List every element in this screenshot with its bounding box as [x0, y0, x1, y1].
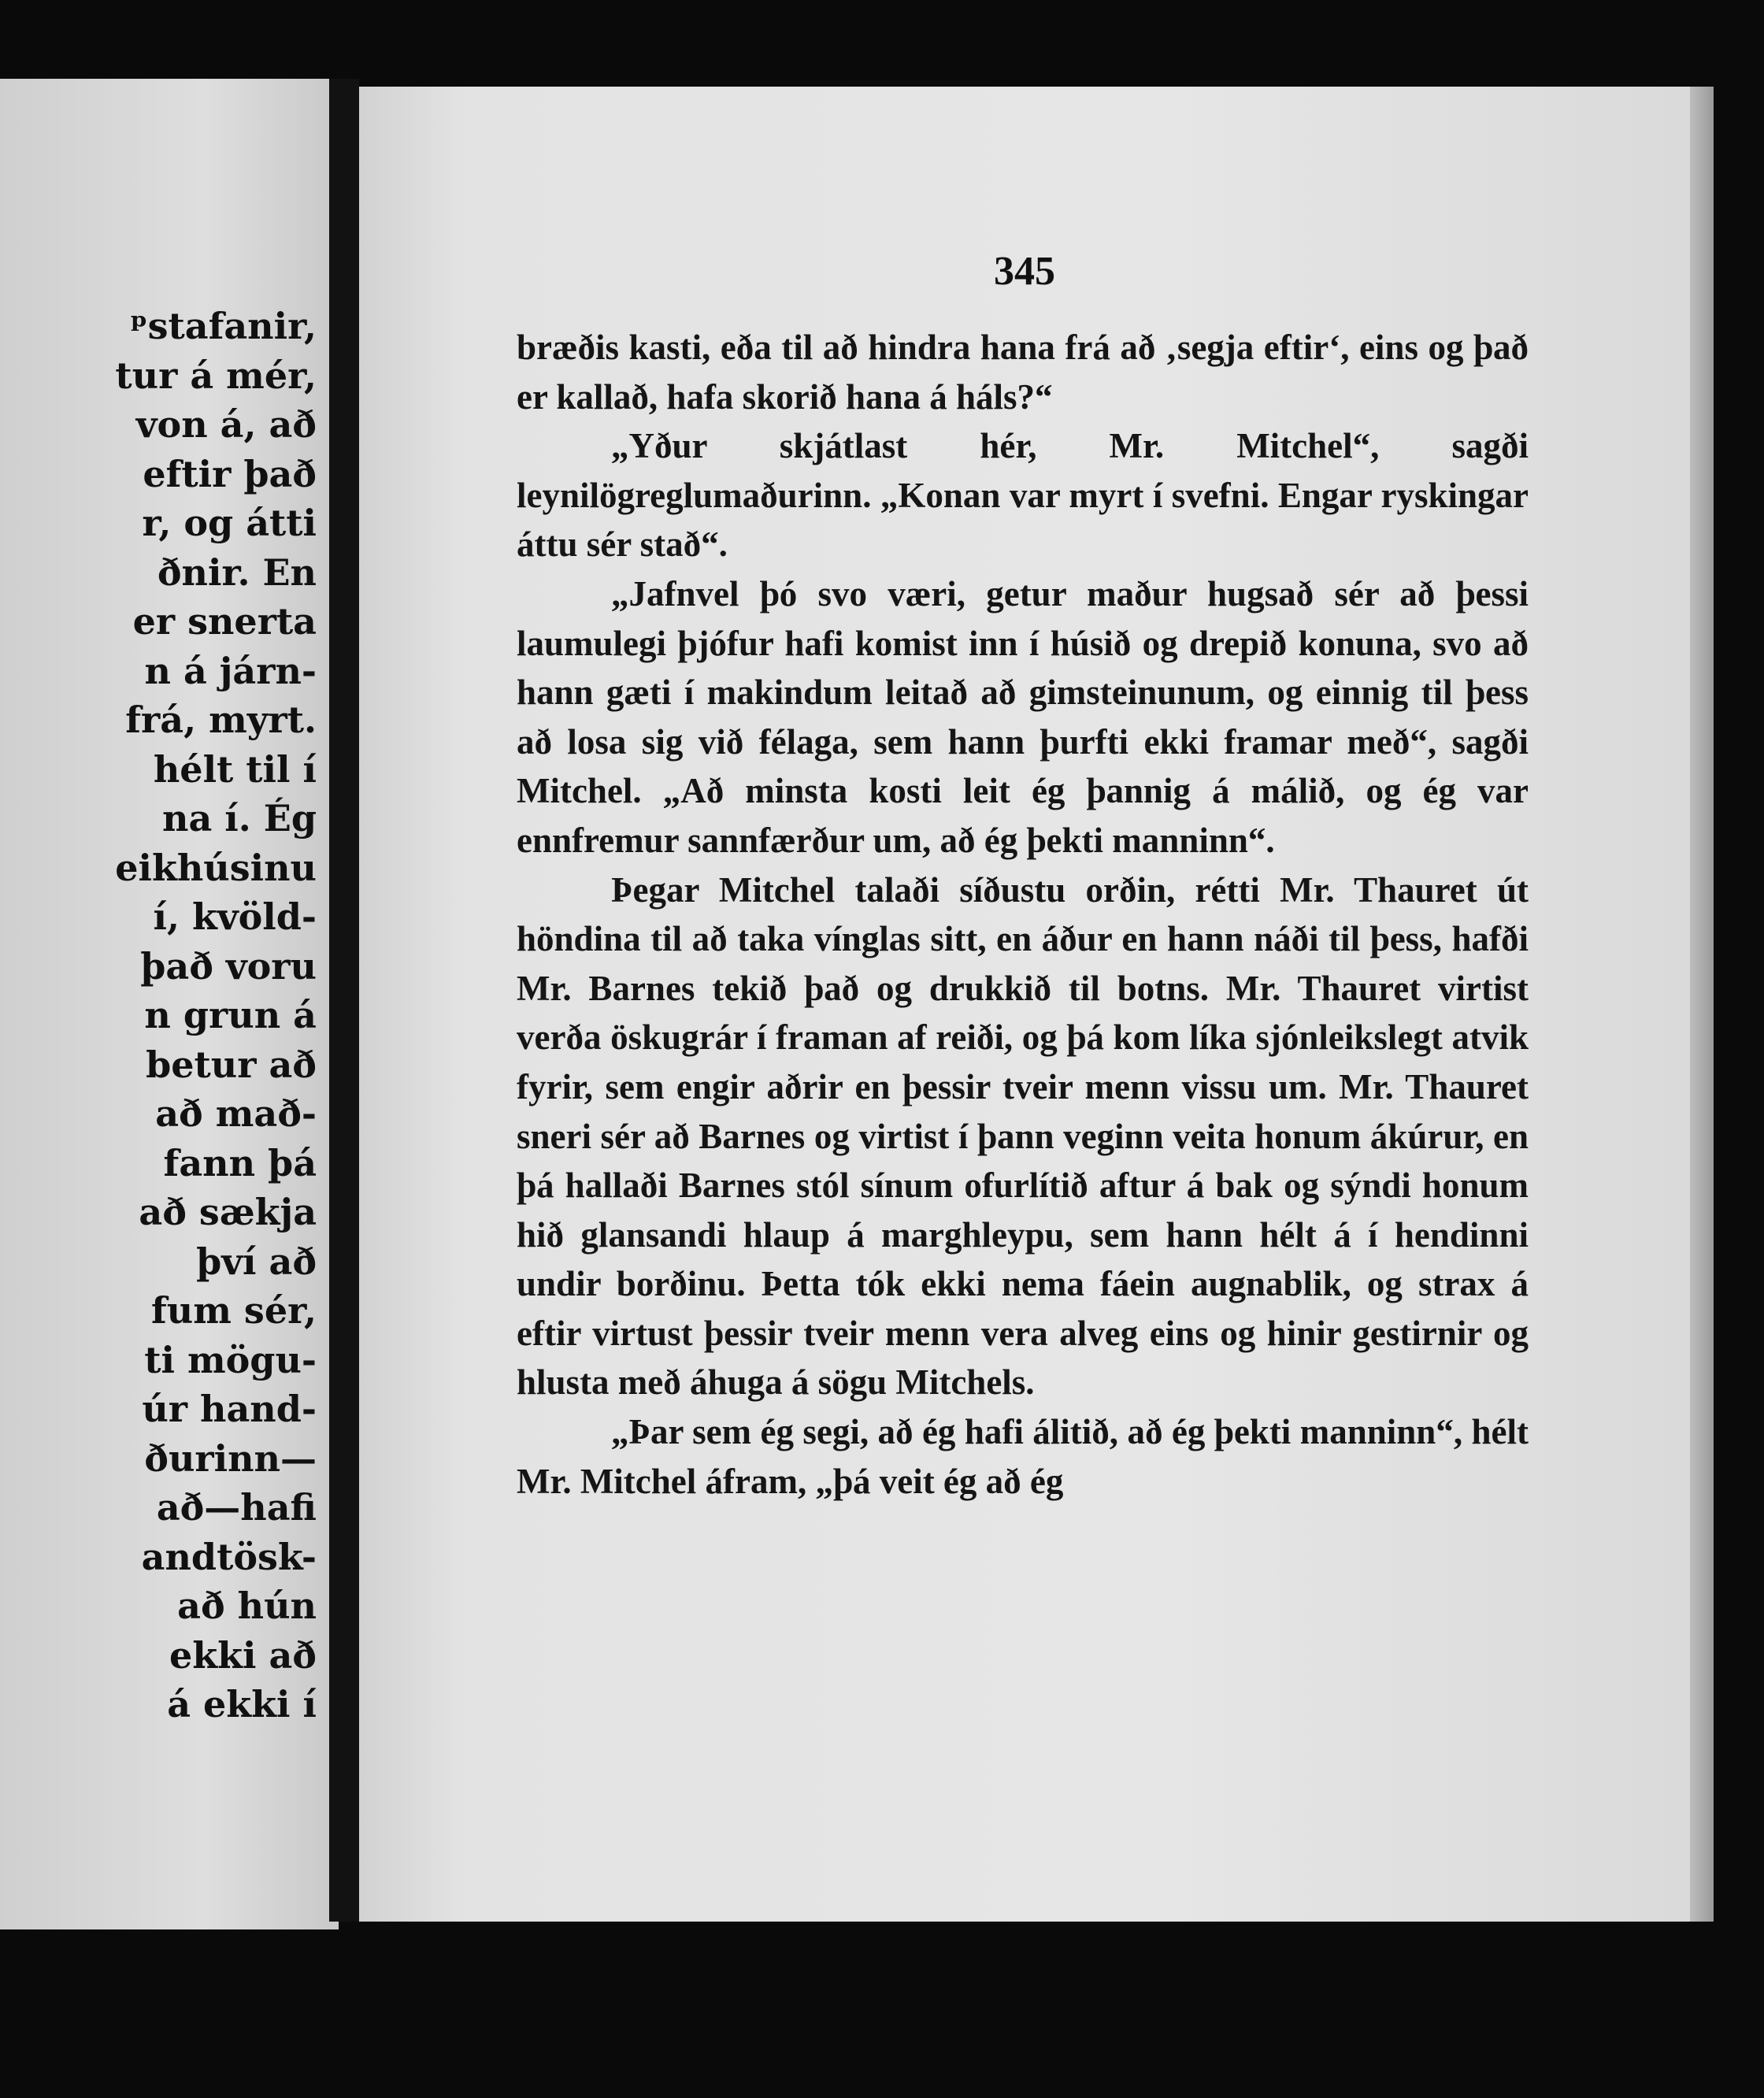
left-page-line: na í. Ég [162, 797, 317, 840]
left-page-line: ekki að [169, 1633, 317, 1677]
left-page-line: er snerta [132, 600, 317, 643]
left-page-line: ðurinn— [144, 1436, 317, 1480]
left-page-line: að sækja [139, 1191, 317, 1233]
page-body-text [517, 323, 1529, 1506]
left-page-line: fann þá [163, 1141, 317, 1184]
left-page-line: í, kvöld- [153, 895, 317, 938]
left-page-line: að—hafi [156, 1486, 317, 1529]
left-page-line: úr hand- [142, 1388, 317, 1430]
book-gutter [329, 79, 359, 1922]
left-page-line: ðnir. En [157, 550, 317, 594]
paragraph: „Þar sem ég segi, að ég hafi álitið, að ég þekti manninn“, hélt Mr. Mitchel áfram, „þá veit ég að ég [517, 1412, 1529, 1501]
page-number: 345 [994, 249, 1055, 294]
left-page-line: betur að [146, 1043, 317, 1086]
left-page-line: frá, myrt. [125, 699, 317, 741]
left-page-line: það voru [140, 944, 317, 988]
left-page-line: andtösk- [141, 1535, 317, 1578]
left-page-line: hélt til í [153, 747, 317, 791]
left-page-line: eikhúsinu [115, 846, 317, 889]
left-page-line: á ekki í [167, 1683, 317, 1725]
page-edge [1690, 87, 1714, 1922]
left-page-line: eftir það [143, 452, 317, 495]
left-page-line: ti mögu- [144, 1338, 317, 1381]
left-page-line: r, og átti [142, 502, 317, 544]
left-page-text [0, 302, 317, 1729]
left-page-line: því að [196, 1240, 317, 1283]
paragraph: Þegar Mitchel talaði síðustu orðin, rétti Mr. Thauret út höndina til að taka vínglas sitt, en áður en hann náði til þess, hafði Mr. Barnes tekið það og drukkið til botns. Mr. Thauret virtist verða öskugrár í framan af reiði, og þá kom líka sjónleikslegt atvik fyrir, sem engir aðrir en þessir tveir menn vissu um. Mr. Thauret sneri sér að Barnes og virtist í þann veginn veita honum ákúrur, en þá hallaði Barnes stól sínum ofurlítið aftur á bak og sýndi honum hið glansandi hlaup á marghleypu, sem hann hélt á í hendinni undir borðinu. Þetta tók ekki nema fáein augnablik, og strax á eftir virtust þessir tveir menn vera alveg eins og hinir gestirnir og hlusta með áhuga á sögu Mitchels. [517, 869, 1529, 1403]
left-page-line: ᵖstafanir, [129, 305, 317, 347]
paragraph: „Jafnvel þó svo væri, getur maður hugsað sér að þessi laumulegi þjófur hafi komist inn í húsið og drepið konuna, svo að hann gæti í makindum leitað að gimsteinunum, og einnig til þess að losa sig við félaga, sem hann þurfti ekki framar með“, sagði Mitchel. „Að minsta kosti leit ég þannig á málið, og ég var ennfremur sannfærður um, að ég þekti manninn“. [517, 573, 1529, 860]
left-page-line: von á, að [135, 403, 317, 446]
left-page-line: að hún [177, 1585, 317, 1627]
left-page [0, 79, 339, 1929]
left-page-line: að mað- [155, 1092, 317, 1135]
left-page-line: n á járn- [144, 649, 317, 692]
left-page-line: tur á mér, [115, 354, 317, 397]
left-page-line: fum sér, [151, 1289, 317, 1332]
paragraph: „Yður skjátlast hér, Mr. Mitchel“, sagði leynilögreglumaðurinn. „Konan var myrt í svefni. Engar ryskingar áttu sér stað“. [517, 426, 1529, 565]
left-page-line: n grun á [144, 994, 317, 1036]
right-page [359, 87, 1690, 1922]
paragraph: bræðis kasti, eða til að hindra hana frá að ‚segja eftir‘, eins og það er kallað, hafa skorið hana á háls?“ [517, 328, 1529, 417]
